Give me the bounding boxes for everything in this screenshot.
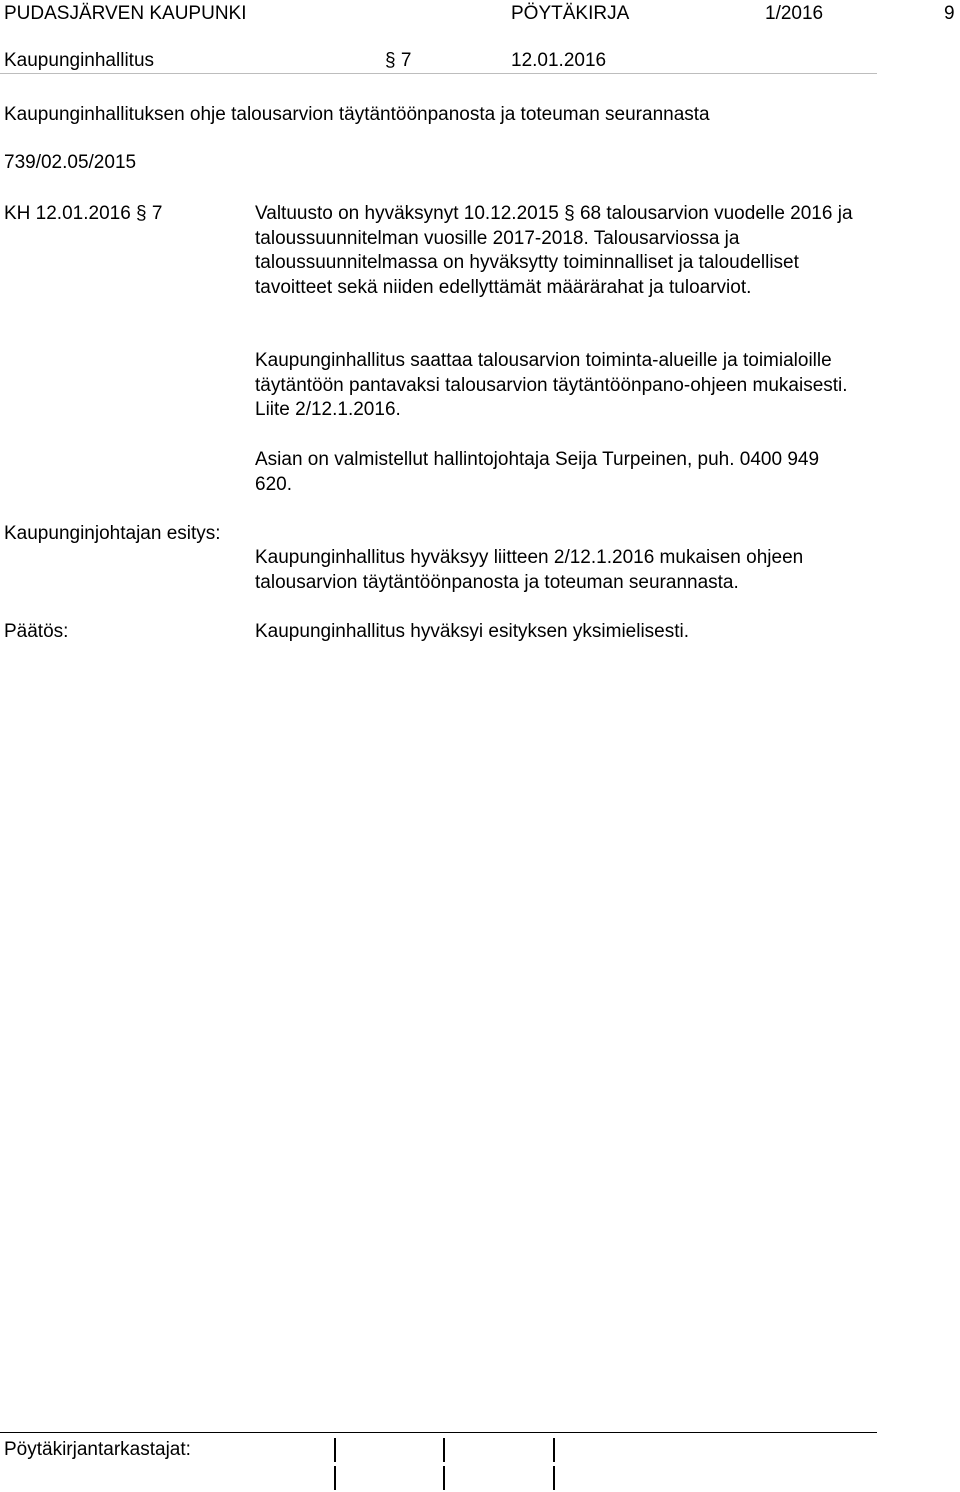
item-title: Kaupunginhallituksen ohje talousarvion täytäntöönpanosta ja toteuman seurannasta — [4, 104, 710, 125]
signature-field-6 — [553, 1466, 555, 1490]
checkers-label: Pöytäkirjantarkastajat: — [4, 1439, 191, 1460]
paragraph-budget: Valtuusto on hyväksynyt 10.12.2015 § 68 talousarvion vuodelle 2016 ja taloussuunnitelman vuosille 2017-2018. Talousarviossa ja taloussuunnitelmassa on hyväksytty toiminnalliset ja taloudelliset tavoitteet sekä niiden edellyttämät määrärahat ja tuloarviot. — [255, 203, 853, 298]
proposal-text: Kaupunginhallitus hyväksyy liitteen 2/12.1.2016 mukaisen ohjeen talousarvion täytäntöönpanosta ja toteuman seurannasta. — [255, 547, 804, 593]
document-type: PÖYTÄKIRJA — [511, 3, 630, 24]
meeting-date: 12.01.2016 — [511, 50, 607, 71]
section-number: § 7 — [385, 50, 412, 71]
meeting-body: Kaupunginhallitus — [4, 50, 155, 71]
page-number: 9 — [944, 3, 955, 24]
document-number: 1/2016 — [765, 3, 824, 24]
meeting-reference: KH 12.01.2016 § 7 — [4, 203, 163, 224]
signature-field-2 — [443, 1438, 445, 1462]
header-divider — [0, 73, 877, 74]
proposal-label: Kaupunginjohtajan esitys: — [4, 523, 221, 544]
footer-divider — [0, 1432, 877, 1433]
diary-reference: 739/02.05/2015 — [4, 152, 137, 173]
decision-label: Päätös: — [4, 621, 69, 642]
decision-text: Kaupunginhallitus hyväksyi esityksen yksimielisesti. — [255, 621, 690, 642]
signature-field-3 — [553, 1438, 555, 1462]
signature-field-4 — [334, 1466, 336, 1490]
paragraph-preparer: Asian on valmistellut hallintojohtaja Seija Turpeinen, puh. 0400 949 620. — [255, 449, 820, 495]
organization-name: PUDASJÄRVEN KAUPUNKI — [4, 3, 247, 24]
signature-field-1 — [334, 1438, 336, 1462]
signature-field-5 — [443, 1466, 445, 1490]
paragraph-implementation: Kaupunginhallitus saattaa talousarvion toiminta-alueille ja toimialoille täytäntöön pantavaksi talousarvion täytäntöönpano-ohjeen mukaisesti. Liite 2/12.1.2016. — [255, 350, 848, 420]
